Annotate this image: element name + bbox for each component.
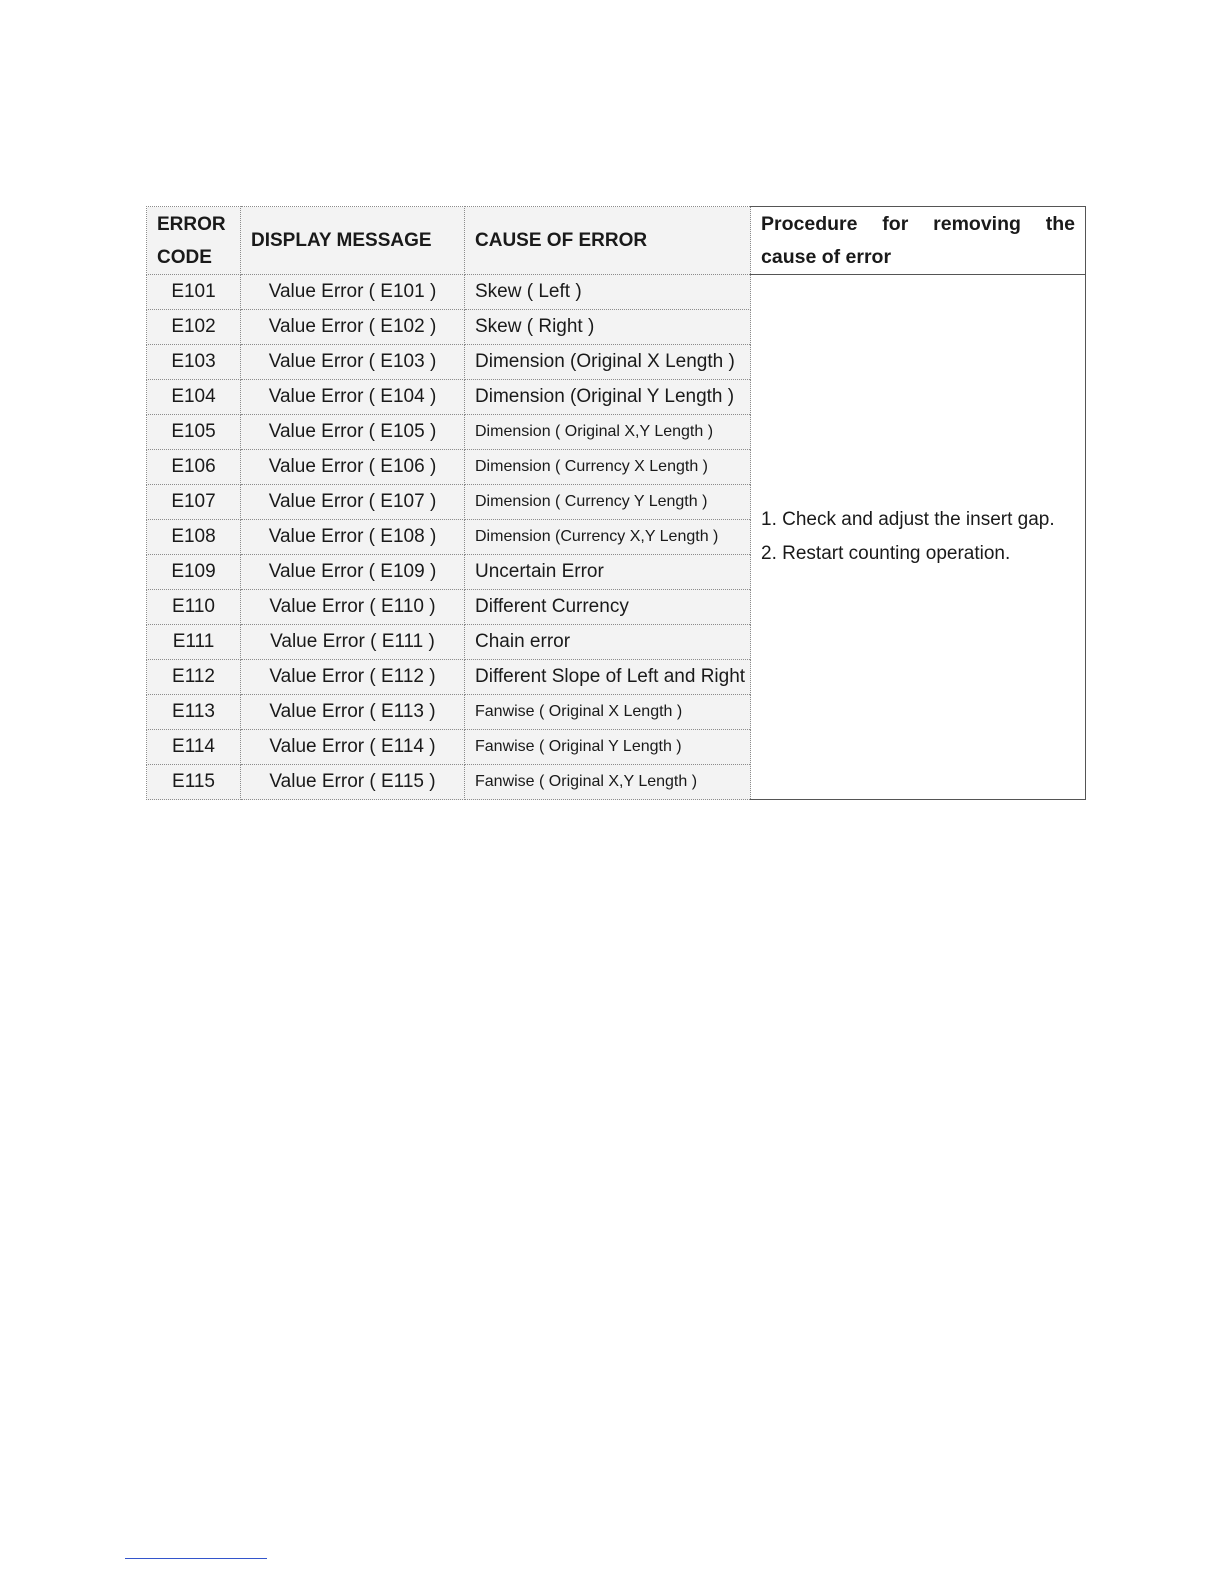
display-message-cell: Value Error ( E115 ) xyxy=(241,765,465,800)
footnote-separator-rule xyxy=(125,1558,267,1559)
display-message-cell: Value Error ( E107 ) xyxy=(241,485,465,520)
header-error-code-line1: ERROR xyxy=(157,213,226,235)
header-error-code-line2: CODE xyxy=(157,246,212,268)
cause-cell: Dimension (Original Y Length ) xyxy=(465,380,751,415)
error-code-cell: E109 xyxy=(147,555,241,590)
display-message-cell: Value Error ( E112 ) xyxy=(241,660,465,695)
display-message-cell: Value Error ( E101 ) xyxy=(241,275,465,310)
header-error-code xyxy=(147,207,241,275)
display-message-cell: Value Error ( E113 ) xyxy=(241,695,465,730)
error-code-table xyxy=(146,206,1086,800)
cause-cell: Skew ( Left ) xyxy=(465,275,751,310)
cause-cell: Fanwise ( Original Y Length ) xyxy=(465,730,751,765)
error-code-cell: E113 xyxy=(147,695,241,730)
display-message-cell: Value Error ( E109 ) xyxy=(241,555,465,590)
procedure-step-1: 1. Check and adjust the insert gap. xyxy=(761,509,1055,530)
cause-cell: Dimension ( Currency X Length ) xyxy=(465,450,751,485)
error-code-cell: E114 xyxy=(147,730,241,765)
cause-cell: Uncertain Error xyxy=(465,555,751,590)
header-procedure xyxy=(751,207,1086,275)
display-message-cell: Value Error ( E110 ) xyxy=(241,590,465,625)
error-code-cell: E108 xyxy=(147,520,241,555)
procedure-cell xyxy=(751,275,1086,800)
table-row xyxy=(147,275,1086,310)
cause-cell: Fanwise ( Original X,Y Length ) xyxy=(465,765,751,800)
display-message-cell: Value Error ( E105 ) xyxy=(241,415,465,450)
error-code-cell: E103 xyxy=(147,345,241,380)
header-procedure-line1: Procedure for removing the xyxy=(761,212,1075,235)
cause-cell: Dimension (Original X Length ) xyxy=(465,345,751,380)
cause-cell: Different Slope of Left and Right xyxy=(465,660,751,695)
error-code-cell: E102 xyxy=(147,310,241,345)
cause-cell: Fanwise ( Original X Length ) xyxy=(465,695,751,730)
procedure-step-2: 2. Restart counting operation. xyxy=(761,543,1011,564)
cause-cell: Dimension ( Currency Y Length ) xyxy=(465,485,751,520)
display-message-cell: Value Error ( E114 ) xyxy=(241,730,465,765)
error-code-cell: E106 xyxy=(147,450,241,485)
display-message-cell: Value Error ( E106 ) xyxy=(241,450,465,485)
display-message-cell: Value Error ( E102 ) xyxy=(241,310,465,345)
cause-cell: Skew ( Right ) xyxy=(465,310,751,345)
error-code-cell: E112 xyxy=(147,660,241,695)
cause-cell: Dimension ( Original X,Y Length ) xyxy=(465,415,751,450)
error-code-cell: E115 xyxy=(147,765,241,800)
cause-cell: Chain error xyxy=(465,625,751,660)
error-code-cell: E107 xyxy=(147,485,241,520)
table-header-row xyxy=(147,207,1086,275)
error-code-cell: E110 xyxy=(147,590,241,625)
display-message-cell: Value Error ( E103 ) xyxy=(241,345,465,380)
error-code-cell: E104 xyxy=(147,380,241,415)
error-code-cell: E101 xyxy=(147,275,241,310)
display-message-cell: Value Error ( E108 ) xyxy=(241,520,465,555)
header-display-message: DISPLAY MESSAGE xyxy=(241,207,465,275)
header-cause-of-error: CAUSE OF ERROR xyxy=(465,207,751,275)
display-message-cell: Value Error ( E104 ) xyxy=(241,380,465,415)
cause-cell: Different Currency xyxy=(465,590,751,625)
cause-cell: Dimension (Currency X,Y Length ) xyxy=(465,520,751,555)
header-procedure-line2: cause of error xyxy=(761,245,892,268)
error-code-cell: E105 xyxy=(147,415,241,450)
display-message-cell: Value Error ( E111 ) xyxy=(241,625,465,660)
error-code-cell: E111 xyxy=(147,625,241,660)
